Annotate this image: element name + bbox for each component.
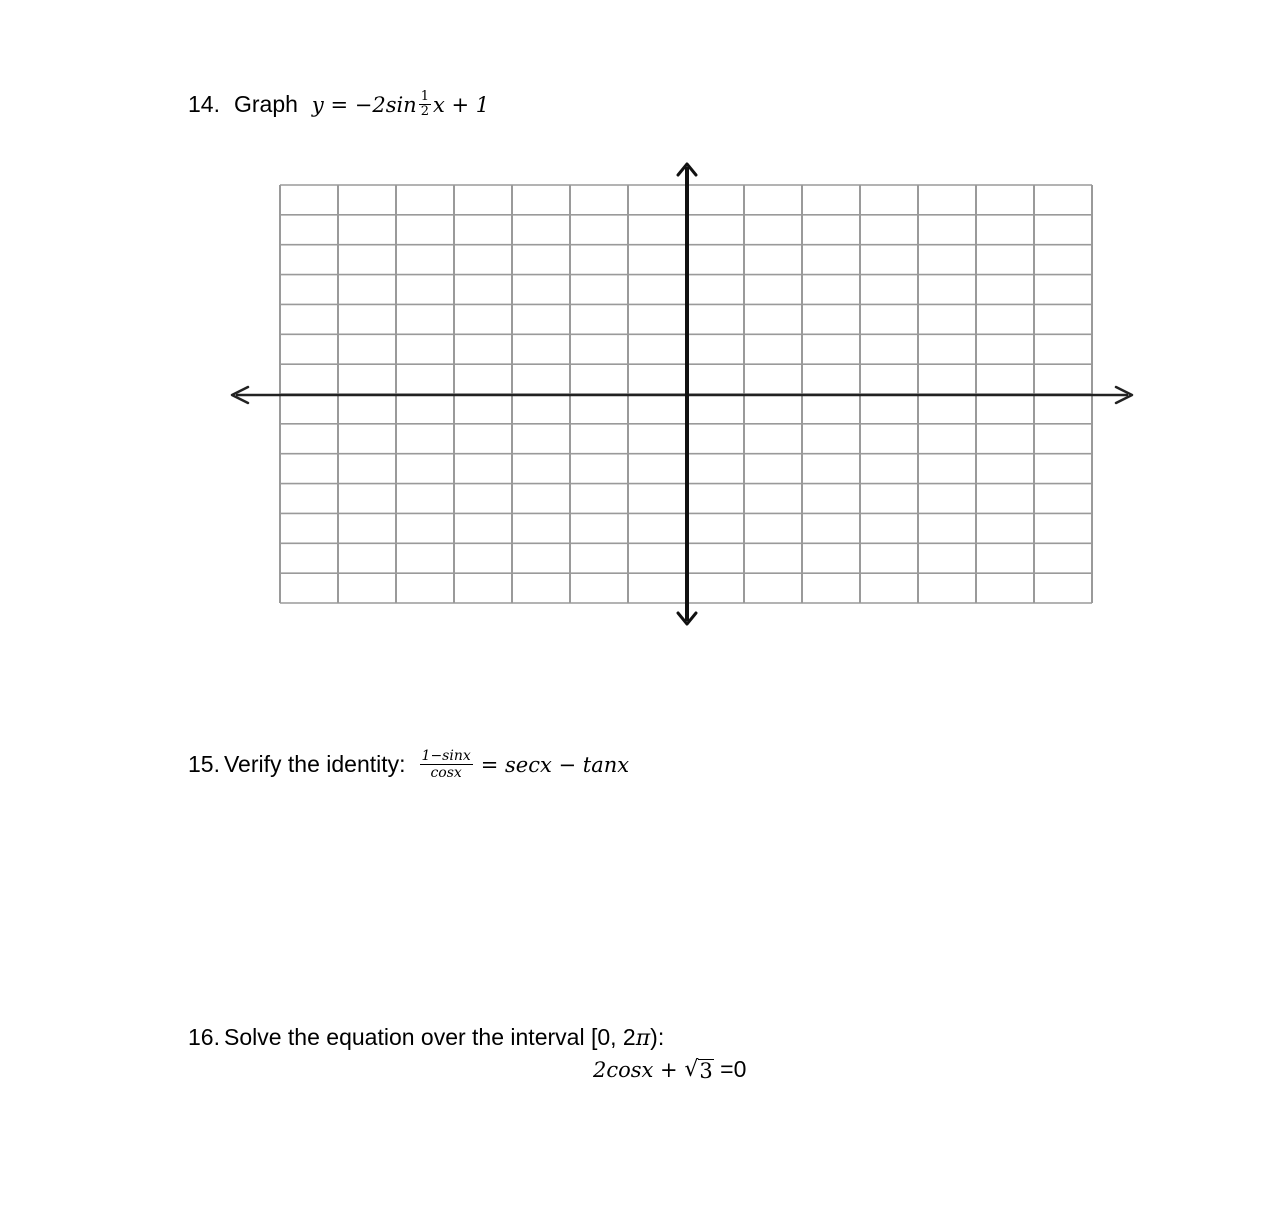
equation-rhs: =0: [713, 1056, 747, 1082]
question-number: 15.: [188, 751, 220, 777]
fraction-numerator: 1−sinx: [421, 748, 471, 764]
fraction-one-half: [419, 90, 431, 119]
identity-equation: [418, 748, 630, 781]
question-prompt: [224, 1024, 664, 1051]
pi-symbol: π: [635, 1026, 651, 1051]
radical-sign: √: [684, 1057, 699, 1082]
question-prompt: Verify the identity:: [223, 751, 406, 777]
equation-lhs: 2cosx +: [593, 1057, 685, 1082]
question-14: [188, 90, 489, 119]
question-16: [188, 1024, 664, 1051]
question-number: 16.: [188, 1024, 220, 1050]
question-15: [188, 748, 629, 781]
fraction-numerator: 1: [420, 89, 429, 104]
fraction-denominator: cosx: [430, 765, 462, 781]
prompt-text: Solve the equation over the interval [0, 2: [223, 1024, 636, 1050]
radicand: 3: [699, 1059, 713, 1083]
equation-rhs: x + 1: [433, 92, 490, 117]
equation-lhs: y = −2sin: [311, 92, 417, 117]
equation: [312, 90, 489, 119]
question-prompt: Graph: [233, 91, 298, 117]
identity-fraction: [420, 748, 473, 781]
question-number: 14.: [188, 91, 220, 117]
coordinate-grid: [220, 155, 1150, 635]
square-root: [684, 1057, 713, 1082]
identity-rhs: = secx − tanx: [480, 752, 630, 777]
prompt-end: ):: [650, 1024, 665, 1050]
fraction-denominator: 2: [420, 104, 429, 119]
equation-16: [593, 1056, 746, 1083]
